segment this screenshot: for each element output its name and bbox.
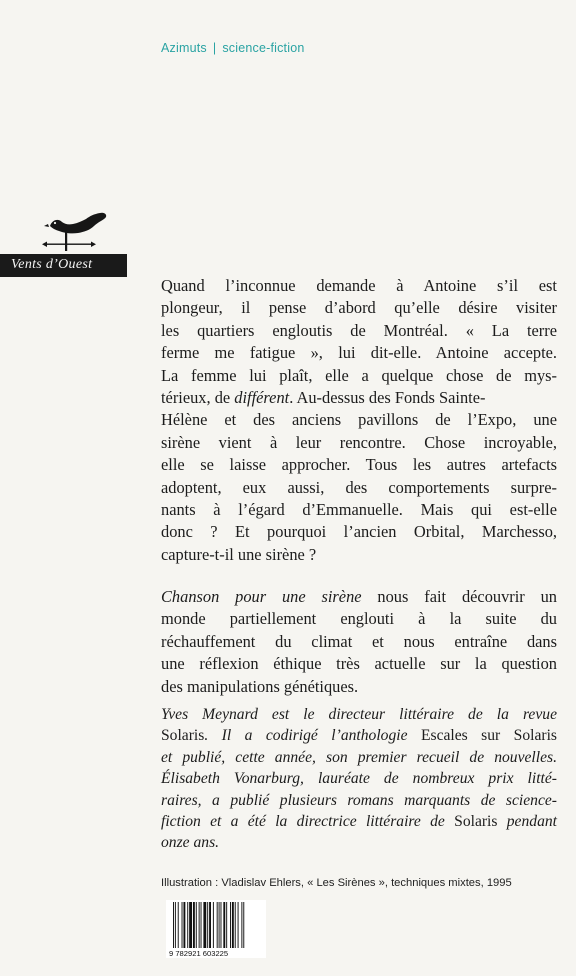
text-line: Hélène et des anciens pavillons de l’Expo, une: [161, 410, 557, 430]
barcode-bar: [199, 902, 200, 948]
barcode-bar: [207, 902, 208, 948]
barcode-bar: [183, 902, 185, 948]
text-line: monde partiellement englouti à la suite du: [161, 609, 557, 629]
text-line: elle se laisse approcher. Tous les autres artefacts: [161, 455, 557, 475]
barcode-bar: [238, 902, 239, 948]
text-line: ferme me fatigue », lui dit-elle. Antoine accepte.: [161, 343, 557, 363]
text-line: réchauffement du climat et nous entraîne dans: [161, 631, 557, 651]
text-run: pendant: [497, 813, 557, 831]
barcode-bar: [175, 902, 176, 948]
barcode-bar: [178, 902, 179, 948]
publisher-band: [0, 254, 127, 277]
barcode-bar: [235, 902, 236, 948]
text-line: Yves Meynard est le directeur littéraire de la revue: [161, 706, 557, 723]
text-line: raires, a publié plusieurs romans marquants de science-: [161, 791, 557, 809]
weathervane-bird-icon: [38, 210, 108, 254]
magazine-title: Solaris: [454, 813, 498, 831]
text-line: [161, 586, 557, 608]
text-run: térieux, de: [161, 388, 235, 408]
book-title: Chanson pour une sirène: [161, 587, 362, 606]
barcode-bar: [196, 902, 197, 948]
barcode-bar: [243, 902, 244, 948]
barcode-bar: [182, 902, 183, 948]
barcode-bar: [209, 902, 211, 948]
series-header: [161, 41, 305, 55]
text-line: La femme lui plaît, elle a quelque chose de mys-: [161, 365, 557, 385]
isbn-digits: 9 782921 603225: [169, 949, 229, 958]
text-line: sirène vient à leur rencontre. Chose incroyable,: [161, 432, 557, 452]
text-line: adoptent, eux aussi, des comportements surpre-: [161, 477, 557, 497]
text-line: nants à l’égard d’Emmanuelle. Mais qui est-elle: [161, 500, 557, 520]
barcode-bar: [230, 902, 231, 948]
barcode-bar: [219, 902, 220, 948]
text-run: nous fait découvrir un: [361, 587, 557, 606]
text-line: capture-t-il une sirène ?: [161, 544, 317, 564]
series-name: Azimuts: [161, 41, 207, 55]
emphasis: différent: [234, 388, 290, 408]
barcode-bar: [223, 902, 225, 948]
text-line: [161, 387, 557, 409]
barcode-bar: [187, 902, 188, 948]
barcode-bar: [217, 902, 218, 948]
text-line: [161, 811, 557, 832]
barcode-bar: [221, 902, 222, 948]
text-run: . Il a codirigé l’anthologie: [204, 727, 421, 745]
text-run: fiction et a été la directrice littéraire de: [161, 813, 455, 831]
series-separator: |: [212, 41, 217, 55]
text-line: des manipulations génétiques.: [161, 676, 359, 696]
illustration-credit: Illustration : Vladislav Ehlers, « Les Sirènes », techniques mixtes, 1995: [161, 877, 512, 889]
blurb-paragraph-2: [161, 586, 557, 698]
authors-bio: [161, 704, 557, 854]
text-line: les quartiers engloutis de Montréal. « La terre: [161, 320, 557, 340]
barcode-bar: [173, 902, 174, 948]
series-genre: science-fiction: [222, 41, 305, 55]
barcode-bar: [232, 902, 234, 948]
magazine-title: Solaris: [161, 727, 205, 745]
barcode-bar: [201, 902, 202, 948]
text-line: une réflexion éthique très actuelle sur la question: [161, 654, 557, 674]
barcode-bar: [189, 902, 192, 948]
text-line: et publié, cette année, son premier recueil de nouvelles.: [161, 748, 557, 766]
text-line: donc ? Et pourquoi l’ancien Orbital, Marchesso,: [161, 522, 557, 542]
blurb-paragraph-1: [161, 275, 557, 566]
anthology-title: Escales sur Solaris: [420, 727, 557, 745]
text-run: . Au-dessus des Fonds Sainte-: [289, 388, 486, 408]
barcode-bar: [203, 902, 206, 948]
barcode-bar: [226, 902, 227, 948]
text-line: Élisabeth Vonarburg, lauréate de nombreux prix litté-: [161, 770, 557, 788]
text-line: plongeur, il pense d’abord qu’elle désire visiter: [161, 298, 557, 318]
barcode-bar: [241, 902, 242, 948]
barcode-bar: [213, 902, 214, 948]
text-line: onze ans.: [161, 834, 220, 852]
barcode-bar: [193, 902, 195, 948]
text-line: [161, 725, 557, 746]
isbn-barcode: [166, 900, 266, 958]
publisher-name: Vents d’Ouest: [11, 257, 93, 272]
text-line: Quand l’inconnue demande à Antoine s’il est: [161, 276, 557, 295]
